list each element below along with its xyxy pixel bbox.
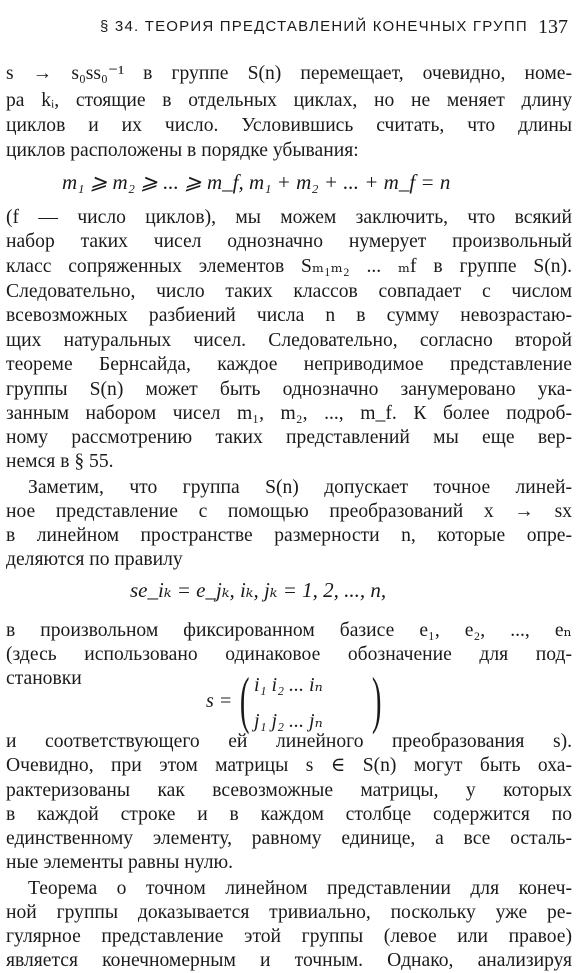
text-line: ной группы доказывается тривиально, поскольку уже ре- bbox=[6, 902, 572, 923]
text-line: ному рассмотрению таких представлений мы еще вер- bbox=[6, 427, 572, 448]
formula-basis-map: se_iₖ = e_jₖ, iₖ, jₖ = 1, 2, ..., n, bbox=[130, 578, 387, 602]
text-line: ное представление с помощью преобразований x → sx bbox=[6, 501, 572, 522]
text-line: Очевидно, при этом матрицы s ∈ S(n) могут быть оха- bbox=[6, 755, 572, 776]
text-line: циклов и их число. Условившись считать, что длины bbox=[6, 115, 572, 136]
text-line: класс сопряженных элементов Sₘ₁ₘ₂ ... ₘf в группе S(n). bbox=[6, 256, 572, 277]
text-line: в каждой строке и в каждом столбце содержится по bbox=[6, 804, 572, 825]
text-line: циклов расположены в порядке убывания: bbox=[6, 140, 359, 161]
text-line: s → s₀ss₀⁻¹ в группе S(n) перемещает, очевидно, номе- bbox=[6, 63, 572, 84]
text-line: теореме Бернсайда, каждое неприводимое представление bbox=[6, 354, 572, 375]
matrix-top-row: i₁ i₂ ... iₙ bbox=[254, 674, 323, 696]
text-line: (f — число циклов), мы можем заключить, что всякий bbox=[6, 207, 572, 228]
matrix-prefix: s = bbox=[206, 690, 233, 712]
running-header bbox=[14, 14, 568, 44]
text-line: занным набором чисел m₁, m₂, ..., m_f. К более подроб- bbox=[6, 403, 572, 424]
text-line: становки bbox=[6, 668, 82, 689]
text-line: в произвольном фиксированном базисе e₁, e₂, ..., eₙ bbox=[6, 620, 572, 641]
text-line: Теорема о точном линейном представлении для конеч- bbox=[28, 878, 572, 899]
text-line: гулярное представление этой группы (левое или правое) bbox=[6, 926, 572, 947]
right-paren: ) bbox=[371, 664, 382, 735]
matrix-bottom-row: j₁ j₂ ... jₙ bbox=[254, 710, 323, 732]
text-line: (здесь использовано одинаковое обозначение для под- bbox=[6, 644, 572, 665]
text-line: набор таких чисел однозначно нумерует произвольный bbox=[6, 231, 572, 252]
text-line: рактеризованы как всевозможные матрицы, у которых bbox=[6, 780, 572, 801]
text-line: деляются по правилу bbox=[6, 549, 183, 570]
text-line: является конечномерным и точным. Однако, анализируя bbox=[6, 950, 572, 971]
text-line: ные элементы равны нулю. bbox=[6, 852, 234, 873]
left-paren: ( bbox=[239, 664, 250, 735]
section-title: § 34. ТЕОРИЯ ПРЕДСТАВЛЕНИЙ КОНЕЧНЫХ ГРУПП bbox=[100, 18, 528, 35]
text-line: немся в § 55. bbox=[6, 451, 114, 472]
text-line: щих натуральных чисел. Следовательно, согласно второй bbox=[6, 330, 572, 351]
page-number: 137 bbox=[538, 16, 568, 38]
text-line: ра kᵢ, стоящие в отдельных циклах, но не меняет длину bbox=[6, 90, 572, 111]
text-line: Следовательно, число таких классов совпадает с числом bbox=[6, 281, 572, 302]
formula-ordering: m₁ ⩾ m₂ ⩾ ... ⩾ m_f, m₁ + m₂ + ... + m_f = n bbox=[62, 170, 451, 194]
text-line: единственному элементу, равному единице, а все осталь- bbox=[6, 828, 572, 849]
text-line: Заметим, что группа S(n) допускает точное линей- bbox=[28, 477, 572, 498]
text-line: всевозможных разбиений числа n в сумму невозрастаю- bbox=[6, 305, 572, 326]
text-line: в линейном пространстве размерности n, которые опре- bbox=[6, 525, 572, 546]
text-line: группы S(n) может быть однозначно занумеровано ука- bbox=[6, 379, 572, 400]
text-line: и соответствующего ей линейного преобразования s). bbox=[6, 731, 572, 752]
